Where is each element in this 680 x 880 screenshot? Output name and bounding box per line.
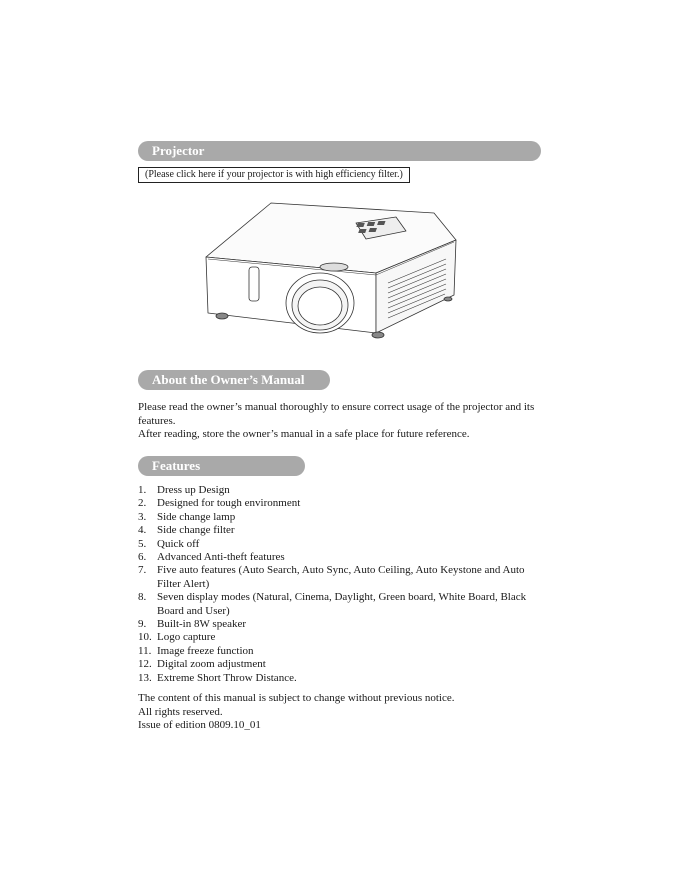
- list-item-text: Built-in 8W speaker: [157, 618, 246, 631]
- about-paragraph: [138, 401, 548, 442]
- list-item-text: Extreme Short Throw Distance.: [157, 671, 297, 684]
- list-item-text: Advanced Anti-theft features: [157, 551, 285, 564]
- projector-illustration: [196, 195, 466, 345]
- list-item: [138, 551, 548, 564]
- list-item-text: Seven display modes (Natural, Cinema, Daylight, Green board, White Board, Black Board and User): [157, 591, 527, 617]
- footer-notes: [138, 692, 548, 733]
- about-line-1: Please read the owner’s manual thoroughly to ensure correct usage of the projector and its features.: [138, 401, 535, 427]
- rights-notice: All rights reserved.: [138, 705, 223, 718]
- list-item: [138, 564, 548, 591]
- list-item-text: Quick off: [157, 537, 200, 550]
- list-item-number: 8.: [138, 591, 147, 604]
- list-item: [138, 524, 548, 537]
- list-item: [138, 484, 548, 497]
- about-line-2: After reading, store the owner’s manual in a safe place for future reference.: [138, 428, 470, 440]
- list-item-number: 12.: [138, 658, 152, 671]
- list-item-number: 2.: [138, 497, 147, 510]
- section-header-features: [138, 456, 305, 476]
- list-item-text: Dress up Design: [157, 484, 230, 496]
- list-item-number: 6.: [138, 551, 147, 564]
- list-item-number: 3.: [138, 510, 147, 523]
- list-item-text: Side change filter: [157, 524, 235, 537]
- high-efficiency-filter-link[interactable]: (Please click here if your projector is with high efficiency filter.): [138, 167, 410, 183]
- section-header-projector: [138, 141, 541, 161]
- edition-notice: Issue of edition 0809.10_01: [138, 719, 261, 731]
- list-item-text: Designed for tough environment: [157, 497, 301, 510]
- list-item: [138, 618, 548, 631]
- list-item: [138, 591, 548, 618]
- section-header-about: [138, 370, 330, 390]
- section-title-about: About the Owner’s Manual: [152, 372, 305, 387]
- list-item-text: Digital zoom adjustment: [157, 658, 266, 671]
- change-notice: The content of this manual is subject to change without previous notice.: [138, 692, 455, 704]
- list-item: [138, 645, 548, 658]
- list-item-number: 13.: [138, 671, 152, 684]
- list-item-number: 10.: [138, 631, 152, 644]
- list-item-number: 9.: [138, 618, 147, 631]
- list-item: [138, 631, 548, 644]
- list-item-text: Side change lamp: [157, 510, 236, 523]
- list-item: [138, 538, 548, 551]
- list-item-number: 1.: [138, 484, 147, 496]
- list-item-number: 4.: [138, 524, 147, 537]
- list-item-text: Image freeze function: [157, 644, 254, 657]
- list-item-number: 7.: [138, 564, 147, 577]
- list-item-text: Logo capture: [157, 631, 216, 644]
- list-item: [138, 511, 548, 524]
- list-item: [138, 672, 548, 685]
- section-title-features: Features: [152, 458, 201, 473]
- list-item: [138, 497, 548, 510]
- list-item-number: 11.: [138, 644, 152, 657]
- list-item: [138, 658, 548, 671]
- feature-list: [138, 484, 548, 685]
- section-title-projector: Projector: [152, 143, 205, 158]
- list-item-number: 5.: [138, 537, 147, 550]
- list-item-text: Five auto features (Auto Search, Auto Sync, Auto Ceiling, Auto Keystone and Auto Filter Alert): [157, 564, 525, 590]
